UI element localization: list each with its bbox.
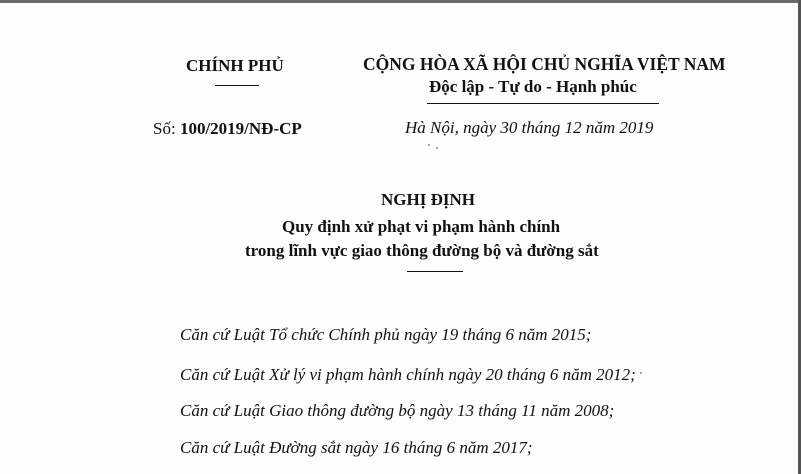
legal-basis-line: Căn cứ Luật Xử lý vi phạm hành chính ngày 20 tháng 6 năm 2012;	[180, 365, 636, 384]
document-number-value: 100/2019/NĐ-CP	[179, 119, 302, 138]
nation-name: CỘNG HÒA XÃ HỘI CHỦ NGHĨA VIỆT NAM	[363, 54, 726, 74]
legal-basis-line: Căn cứ Luật Đường sắt ngày 16 tháng 6 năm 2017;	[180, 438, 533, 457]
document-subject-line-1: Quy định xử phạt vi phạm hành chính	[282, 217, 561, 236]
place-and-date: Hà Nội, ngày 30 tháng 12 năm 2019	[405, 118, 654, 137]
issuer-name: CHÍNH PHỦ	[186, 56, 284, 75]
scan-top-edge	[0, 0, 801, 3]
scan-speck	[436, 147, 438, 149]
document-number-prefix: Số:	[153, 119, 180, 138]
scan-speck	[640, 372, 642, 374]
legal-basis-line: Căn cứ Luật Tổ chức Chính phủ ngày 19 tháng 6 năm 2015;	[180, 325, 592, 344]
motto-underline	[427, 103, 659, 104]
national-motto: Độc lập - Tự do - Hạnh phúc	[429, 77, 637, 96]
scan-speck	[428, 144, 430, 146]
document-type-heading: NGHỊ ĐỊNH	[381, 190, 475, 209]
title-underline	[407, 271, 463, 272]
document-subject-line-2: trong lĩnh vực giao thông đường bộ và đường sắt	[245, 241, 599, 260]
issuer-underline	[215, 85, 259, 86]
legal-basis-line: Căn cứ Luật Giao thông đường bộ ngày 13 tháng 11 năm 2008;	[180, 401, 615, 420]
document-number	[153, 119, 302, 139]
